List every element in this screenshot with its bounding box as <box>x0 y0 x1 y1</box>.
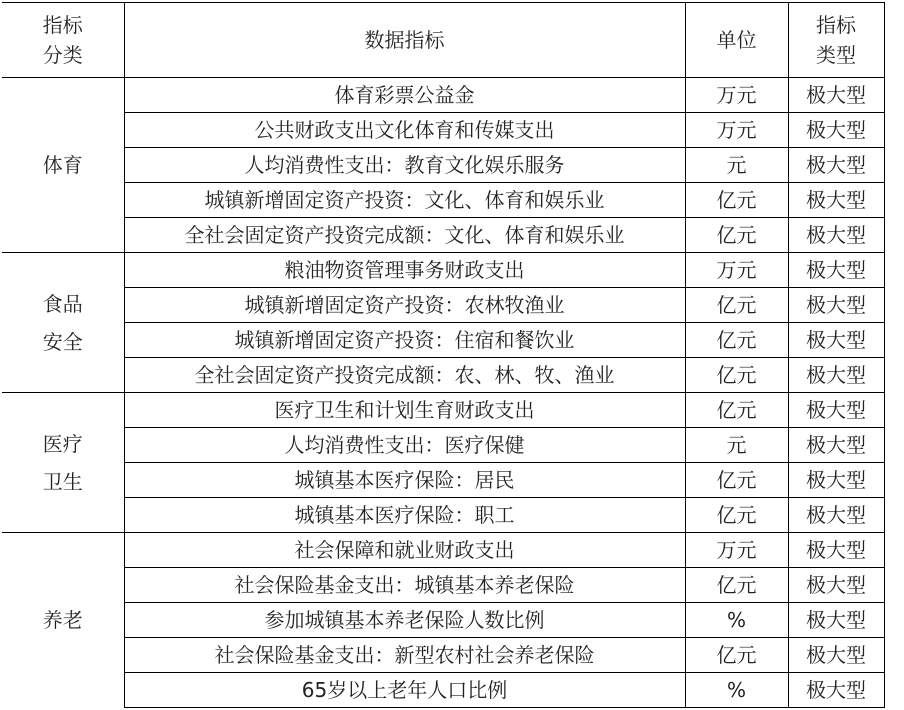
indicator-cell: 人均消费性支出：教育文化娱乐服务 <box>124 148 685 183</box>
unit-cell: 亿元 <box>685 498 788 533</box>
header-category-line2: 分类 <box>42 43 83 67</box>
type-cell: 极大型 <box>788 148 884 183</box>
type-cell: 极大型 <box>788 638 884 673</box>
indicator-cell: 城镇新增固定资产投资：住宿和餐饮业 <box>124 323 685 358</box>
type-cell: 极大型 <box>788 183 884 218</box>
unit-cell: 亿元 <box>685 183 788 218</box>
unit-cell: 元 <box>685 428 788 463</box>
type-cell: 极大型 <box>788 113 884 148</box>
category-name-line2: 卫生 <box>42 469 83 494</box>
table-row <box>2 288 884 323</box>
table-row <box>2 673 884 708</box>
indicator-cell: 社会保障和就业财政支出 <box>124 533 685 568</box>
type-cell: 极大型 <box>788 568 884 603</box>
header-category-line1: 指标 <box>42 13 83 37</box>
header-row <box>2 3 884 78</box>
indicator-cell: 城镇基本医疗保险：居民 <box>124 463 685 498</box>
unit-cell: 万元 <box>685 78 788 113</box>
table-row <box>2 603 884 638</box>
table-row <box>2 498 884 533</box>
table-row <box>2 113 884 148</box>
indicator-cell: 社会保险基金支出：城镇基本养老保险 <box>124 568 685 603</box>
type-cell: 极大型 <box>788 498 884 533</box>
type-cell: 极大型 <box>788 358 884 393</box>
table-row <box>2 638 884 673</box>
category-cell <box>2 533 124 708</box>
unit-cell: 元 <box>685 148 788 183</box>
indicator-cell: 社会保险基金支出：新型农村社会养老保险 <box>124 638 685 673</box>
table-header <box>2 3 884 78</box>
table-row <box>2 358 884 393</box>
category-name-line1: 医疗 <box>42 431 83 456</box>
category-name-line1: 养老 <box>42 608 83 633</box>
unit-cell: % <box>685 603 788 638</box>
unit-cell: 亿元 <box>685 323 788 358</box>
category-cell <box>2 253 124 393</box>
indicator-cell: 城镇基本医疗保险：职工 <box>124 498 685 533</box>
unit-cell: 亿元 <box>685 288 788 323</box>
type-cell: 极大型 <box>788 463 884 498</box>
indicator-cell: 城镇新增固定资产投资：文化、体育和娱乐业 <box>124 183 685 218</box>
type-cell: 极大型 <box>788 533 884 568</box>
indicator-cell: 公共财政支出文化体育和传媒支出 <box>124 113 685 148</box>
type-cell: 极大型 <box>788 603 884 638</box>
table-body <box>2 78 884 708</box>
table-row <box>2 393 884 428</box>
type-cell: 极大型 <box>788 288 884 323</box>
indicator-cell: 医疗卫生和计划生育财政支出 <box>124 393 685 428</box>
category-cell <box>2 393 124 533</box>
header-type <box>788 3 884 78</box>
unit-cell: 亿元 <box>685 393 788 428</box>
indicator-cell: 参加城镇基本养老保险人数比例 <box>124 603 685 638</box>
indicator-cell: 全社会固定资产投资完成额：农、林、牧、渔业 <box>124 358 685 393</box>
type-cell: 极大型 <box>788 323 884 358</box>
header-type-line2: 类型 <box>816 43 856 67</box>
indicator-cell: 全社会固定资产投资完成额：文化、体育和娱乐业 <box>124 218 685 253</box>
category-name-line1: 食品 <box>42 291 83 316</box>
indicator-cell: 体育彩票公益金 <box>124 78 685 113</box>
unit-cell: 万元 <box>685 253 788 288</box>
category-name-line2: 安全 <box>42 329 83 354</box>
unit-cell: % <box>685 673 788 708</box>
type-cell: 极大型 <box>788 673 884 708</box>
unit-cell: 亿元 <box>685 568 788 603</box>
type-cell: 极大型 <box>788 428 884 463</box>
header-indicator: 数据指标 <box>124 3 685 78</box>
table-row <box>2 148 884 183</box>
indicator-cell: 粮油物资管理事务财政支出 <box>124 253 685 288</box>
category-name-line1: 体育 <box>42 153 83 177</box>
table-row <box>2 323 884 358</box>
unit-cell: 亿元 <box>685 463 788 498</box>
table-row <box>2 428 884 463</box>
indicator-cell: 人均消费性支出：医疗保健 <box>124 428 685 463</box>
table-row <box>2 78 884 113</box>
type-cell: 极大型 <box>788 78 884 113</box>
indicator-cell: 65岁以上老年人口比例 <box>124 673 685 708</box>
category-cell <box>2 78 124 253</box>
unit-cell: 亿元 <box>685 358 788 393</box>
header-unit: 单位 <box>685 3 788 78</box>
indicator-table <box>2 2 885 708</box>
unit-cell: 亿元 <box>685 638 788 673</box>
header-category <box>2 3 124 78</box>
type-cell: 极大型 <box>788 253 884 288</box>
unit-cell: 亿元 <box>685 218 788 253</box>
type-cell: 极大型 <box>788 218 884 253</box>
table-row <box>2 463 884 498</box>
unit-cell: 万元 <box>685 533 788 568</box>
table-row <box>2 253 884 288</box>
unit-cell: 万元 <box>685 113 788 148</box>
type-cell: 极大型 <box>788 393 884 428</box>
table-row <box>2 183 884 218</box>
header-type-line1: 指标 <box>816 13 856 37</box>
table-row <box>2 218 884 253</box>
table-row <box>2 533 884 568</box>
indicator-cell: 城镇新增固定资产投资：农林牧渔业 <box>124 288 685 323</box>
table-row <box>2 568 884 603</box>
